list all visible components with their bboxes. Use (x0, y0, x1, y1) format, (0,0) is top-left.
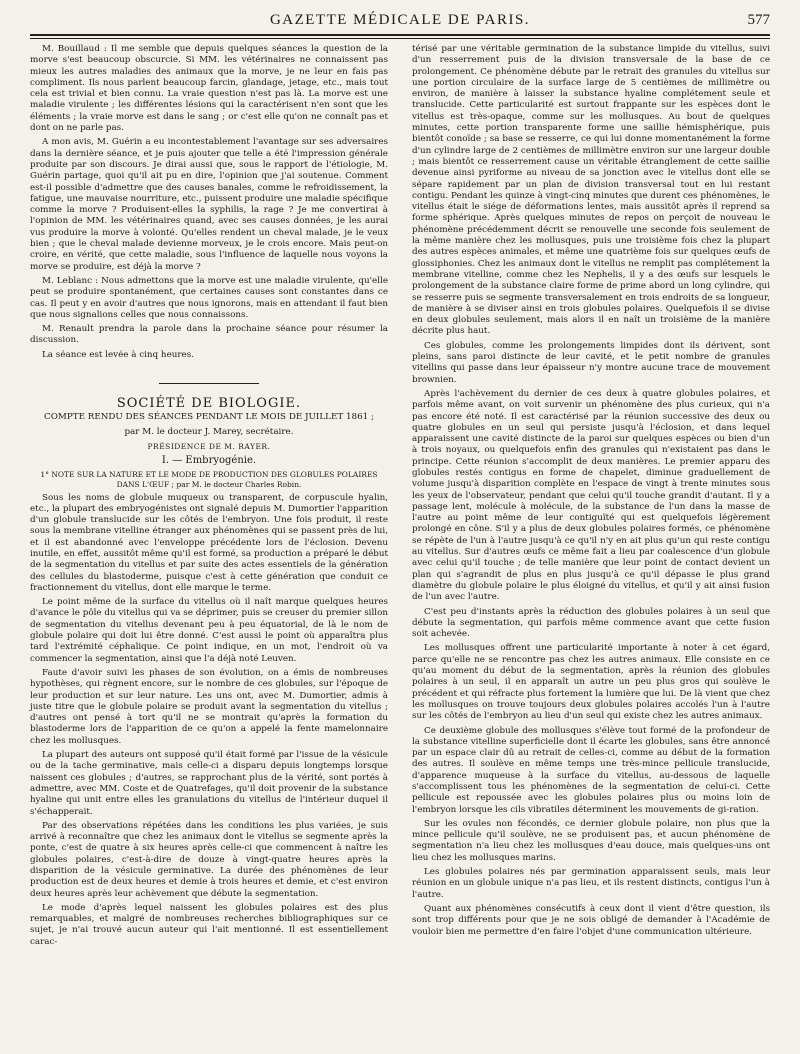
paragraph: Sur les ovules non fécondés, ce dernier globule polaire, non plus que la mince pellicule qu'il soulève, ne se produisent pas, et aucun phénomène de segmentation n'a lieu chez les mollusques d'eau douce, mais quelques-uns ont lieu chez les mollusques marins. (412, 818, 770, 863)
report-author: par M. le docteur J. Marey, secrétaire. (124, 426, 294, 437)
paragraph: Le point même de la surface du vitellus où il naît marque quelques heures d'avance le pôle du vitellus qui va se déprimer, puis se creuser du premier sillon de segmentation du vitellus devenant peu à peu équatorial, de là le nom de globule polaire qui doit lui être donné. C'est aussi le point où apparaîtra plus tard l'extrémité céphalique. Ce point indique, en un mot, l'endroit où va commencer la segmentation, ainsi que l'a déjà noté Leuven. (30, 597, 388, 664)
paragraph: Quant aux phénomènes consécutifs à ceux dont il vient d'être question, ils sont trop différents pour que je ne sois obligé de demander à l'Académie de vouloir bien me permettre d'en faire l'objet d'une communication ultérieure. (412, 903, 770, 937)
paragraph: Faute d'avoir suivi les phases de son évolution, on a émis de nombreuses hypothèses, qui règnent encore, sur le nombre de ces globules, sur l'époque de leur production et sur leur nature. Les uns ont, avec M. Dumortier, admis à juste titre que le globule polaire se produit avant la segmentation du vitellus ; d'autres ont pensé à tort qu'il ne se montrait qu'après la formation du blastoderme lors de l'apparition de ce qu'on a appelé la fente mamelonnaire chez les mollusques. (30, 667, 388, 746)
paragraph: Les mollusques offrent une particularité importante à noter à cet égard, parce qu'elle ne se rencontre pas chez les autres animaux. Elle consiste en ce qu'au moment du début de la segmentation, après la réunion des globules polaires à un seul, il en apparaît un autre un peu plus gros qui soulève le précédent et qui réfracte plus fortement la lumière que lui. De là vient que chez les mollusques on trouve toujours deux globules polaires accolés l'un à l'autre sur les côtés de l'embryon au lieu d'un seul qui existe chez les autres animaux. (412, 643, 770, 722)
paragraph: Par des observations répétées dans les conditions les plus variées, je suis arrivé à reconnaître que chez les animaux dont le vitellus se segmente après la ponte, c'est de quatre à six heures après celle-ci que commencent à naître les globules polaires, c'est-à-dire de douze à vingt-quatre heures après la disparition de la vésicule germinative. La durée des phénomènes de leur production est de deux heures et demie à trois heures et demie, et c'est environ deux heures après leur achèvement que débute la segmentation. (30, 820, 388, 899)
paragraph: Les globules polaires nés par germination apparaissent seuls, mais leur réunion en un globule unique n'a pas lieu, et ils restent distincts, contigus l'un à l'autre. (412, 867, 770, 900)
paragraph: Sous les noms de globule muqueux ou transparent, de corpuscule hyalin, etc., la plupart des embryogénistes ont signalé depuis M. Dumortier l'apparition d'un globule translucide sur les côtés de l'embryon. Une fois produit, il reste sous la membrane vitelline étranger aux phénomènes qui se passent près de lui, et il est abandonné avec l'enveloppe précédente lors de l'éclosion. Devenu inutile, en effet, aussitôt même qu'il est formé, sa production a préparé le début de la segmentation du vitellus et par suite des actes essentiels de la génération des cellules du blastoderme, puisque c'est à cette génération que conduit ce fractionnement du vitellus, dont elle marque le terme. (30, 492, 388, 593)
paragraph: M. Bouillaud : Il me semble que depuis quelques séances la question de la morve s'est beaucoup obscurcie. Si MM. les vétérinaires ne connaissent pas mieux les autres maladies des animaux que la morve, je ne leur en fais pas compliment. Ils nous parlent beaucoup farcin, glandage, jetage, etc., mais tout cela est trivial et bien connu. La vraie question n'est pas là. La morve est une maladie virulente ; les différentes lésions qui la caractérisent n'en sont que les éléments ; la vraie morve est dans le sang ; or c'est elle qu'on ne connaît pas et dont on ne parle pas. (30, 44, 388, 134)
paragraph: térisé par une véritable germination de la substance limpide du vitellus, suivi d'un resserrement puis de la division transversale de la base de ce prolongement. Ce phénomène débute par le retrait des granules du vitellus sur une portion circulaire de la surface large de 5 centièmes de millimètre ou environ, de manière à laisser la substance hyaline complétement seule et translucide. Cette particularité est surtout frappante sur les espèces dont le vitellus est très-opaque, comme sur les mollusques. Au bout de quelques minutes, cette portion transparente forme une saillie hémisphérique, puis bientôt conoïde ; sa base se resserre, ce qui lui donne momentanément la forme d'un cylindre large de 2 centièmes de millimètre environ sur une largeur double ; mais bientôt ce resserrement cause un véritable étranglement de cette saillie devenue ainsi pyriforme au niveau de sa jonction avec le vitellus dont elle se sépare rapidement par un plan de division transversal tout en lui restant contigu. Pendant les quinze à vingt-cinq minutes que durent ces phénomènes, le vitellus était le siége de déformations lentes, mais aussitôt après il reprend sa forme sphérique. Après quelques minutes de repos on perçoit de nouveau le phénomène précédemment décrit se renouvelle une seconde fois seulement de la même manière chez les mollusques, puis une troisième fois chez la plupart des autres espèces animales, et même une quatrième fois sur quelques œufs de glossiphonies. Chez les animaux dont le vitellus ne remplit pas complétement la membrane vitelline, comme chez les Nephelis, il y a des œufs sur lesquels le prolongement de la substance claire forme de prime abord un long cylindre, qui se resserre puis se segmente transversalement en trois endroits de sa longueur, de manière à se diviser ainsi en trois globules polaires. Quelquefois il se divise en deux globules seulement, mais alors il en naît un troisième de la manière décrite plus haut. (412, 44, 770, 337)
paragraph: Ces globules, comme les prolongements limpides dont ils dérivent, sont pleins, sans paroi distincte de leur cavité, et le petit nombre de granules vitellins qui passe dans leur épaisseur n'y montre aucune trace de mouvement brownien. (412, 340, 770, 385)
paragraph: A mon avis, M. Guérin a eu incontestablement l'avantage sur ses adversaires dans la dernière séance, et je puis ajouter que telle a été l'impression générale produite par son discours. Je dirai aussi que, sous le rapport de l'étiologie, M. Guérin partage, quoi qu'il ait pu en dire, l'opinion que j'ai soutenue. Comment est-il possible d'admettre que des causes banales, comme le refroidissement, la fatigue, une mauvaise nourriture, etc., puissent produire une maladie spécifique comme la morve ? Produisent-elles la syphilis, la rage ? Je me convertirai à l'opinion de MM. les vétérinaires quand, avec ses causes données, je les aurai vus produire la morve à volonté. Qu'elles rendent un cheval malade, je le veux bien ; que le cheval malade devienne morveux, je le crois encore. Mais peut-on croire, en vérité, que cette maladie, sous l'influence de laquelle nous voyons la morve se produire, est déjà la morve ? (30, 137, 388, 272)
paragraph: M. Leblanc : Nous admettons que la morve est une maladie virulente, qu'elle peut se produire spontanément, que certaines causes sont constantes dans ce cas. Il peut y en avoir d'autres que nous ignorons, mais en attendant il faut bien que nous signalions celles que nous connaissons. (30, 275, 388, 320)
paragraph: Le mode d'après lequel naissent les globules polaires est des plus remarquables, et malgré de nombreuses recherches bibliographiques sur ce sujet, je n'ai trouvé aucun auteur qui l'ait mentionné. Il est essentiellement carac- (30, 902, 388, 947)
paragraph: Ce deuxième globule des mollusques s'élève tout formé de la profondeur de la substance vitelline superficielle dont il écarte les globules, sans être annoncé par un espace clair dû au retrait de celles-ci, comme au début de la formation des autres. Il soulève en même temps une très-mince pellicule translucide, d'apparence muqueuse à la surface du vitellus, au-dessous de laquelle s'accomplissent tous les phénomènes de la segmentation de celui-ci. Cette pellicule est repoussée avec les globules polaires plus ou moins loin de l'embryon lorsque les cils vibratiles déterminent les mouvements de gi-ration. (412, 725, 770, 815)
header-rule-thin (30, 38, 770, 39)
report-line: COMPTE RENDU DES SÉANCES PENDANT LE MOIS DE JUILLET 1861 ; (44, 412, 374, 423)
right-column (412, 44, 770, 941)
section-heading: I. — Embryogénie. (161, 455, 257, 467)
presidency: PRÉSIDENCE DE M. RAYER. (147, 441, 271, 451)
left-column (30, 44, 388, 951)
paragraph: Après l'achèvement du dernier de ces deux à quatre globules polaires, et parfois même avant, on voit survenir un phénomène des plus curieux, qui n'a pas encore été noté. Il est caractérisé par la réunion successive des deux ou quatre globules en un seul qui persiste jusqu'à l'éclosion, et dans lequel apparaissent une cavité distincte de la paroi sur quelques espèces ou bien d'un à trois noyaux, ou quelquefois enfin des granules qui n'existaient pas dans le principe. Cette réunion s'accomplit de deux manières. Le premier apparu des globules restés contigus en forme de chapelet, diminue graduellement de volume jusqu'à disparition complète en l'espace de vingt à trente minutes sous les yeux de l'observateur, pendant que celui qu'il touche grandit d'autant. Il y a passage lent, molécule à molécule, de la substance de l'un dans la masse de l'autre au point même de leur contiguïté qui est quelquefois légèrement prolongé en cône. S'il y a plus de deux globules polaires formés, ce phénomène se répète de l'un à l'autre jusqu'à ce qu'il n'y en ait plus qu'un qui reste contigu au vitellus. Sur d'autres œufs ce même fait a lieu par coalescence d'un globule avec celui qu'il touche ; de telle manière que leur point de contact devient un plan qui s'agrandit de plus en plus jusqu'à ce qu'il dépasse le plus grand diamètre du globule polaire le plus éloigné du vitellus, et qu'il y ait ainsi fusion de l'un avec l'autre. (412, 388, 770, 603)
paragraph: M. Renault prendra la parole dans la prochaine séance pour résumer la discussion. (30, 324, 388, 346)
page-number: 577 (747, 12, 770, 28)
paragraph: C'est peu d'instants après la réduction des globules polaires à un seul que débute la segmentation, qui parfois même commence avant que cette fusion soit achevée. (412, 606, 770, 640)
running-title: GAZETTE MÉDICALE DE PARIS. (269, 12, 531, 28)
paragraph: La séance est levée à cinq heures. (42, 349, 195, 360)
page-header (30, 12, 770, 32)
society-title: SOCIÉTÉ DE BIOLOGIE. (116, 396, 302, 412)
header-rule (30, 34, 770, 36)
note-title: 1° NOTE SUR LA NATURE ET LE MODE DE PRODUCTION DES GLOBULES POLAIRES DANS L'ŒUF ; par M. le docteur Charles Robin. (40, 469, 378, 489)
section-separator (159, 383, 259, 384)
paragraph: La plupart des auteurs ont supposé qu'il était formé par l'issue de la vésicule ou de la tache germinative, mais celle-ci a disparu depuis longtemps lorsque naissent ces globules ; d'autres, se rapprochant plus de la vérité, sont portés à admettre, avec MM. Coste et de Quatrefages, qu'il doit provenir de la substance hyaline qui unit entre elles les granulations du vitellus de l'intérieur duquel il s'échapperait. (30, 750, 388, 817)
